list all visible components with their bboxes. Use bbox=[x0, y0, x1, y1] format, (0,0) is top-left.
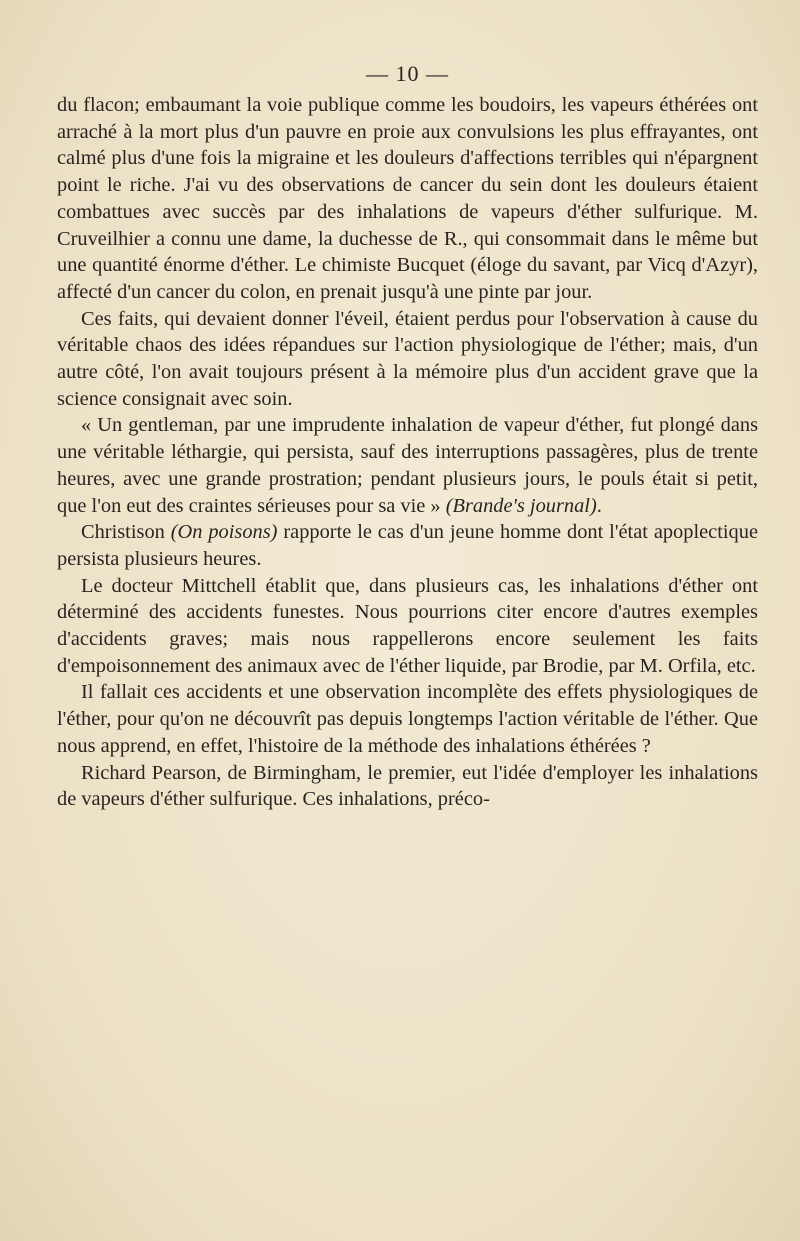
page-number: — 10 — bbox=[366, 61, 449, 86]
paragraph-text: Ces faits, qui devaient donner l'éveil, étaient perdus pour l'observation à cause du véritable chaos des idées répandues sur l'action physiologique de l'éther; mais, d'un autre côté, l'on avait toujours présent à la mémoire plus d'un accident grave que la science consignait avec soin. bbox=[57, 307, 758, 410]
paragraph-text: Le docteur Mittchell établit que, dans plusieurs cas, les inhalations d'éther ont déterminé des accidents funestes. Nous pourrions citer encore d'autres exemples d'accidents graves; mais nous rappellerons encore seulement les faits d'empoisonnement des animaux avec de l'éther liquide, par Brodie, par M. Orfila, etc. bbox=[57, 574, 758, 677]
paragraph bbox=[57, 519, 758, 572]
citation: (Brande's journal) bbox=[445, 494, 597, 517]
paragraph-text: « Un gentleman, par une imprudente inhalation de vapeur d'éther, fut plongé dans une véritable léthargie, qui persista, sauf des interruptions passagères, plus de trente heures, avec une grande prostration; pendant plusieurs jours, le pouls était si petit, que l'on eut des craintes sérieuses pour sa vie » bbox=[57, 414, 758, 517]
paragraph bbox=[57, 412, 758, 519]
page-body bbox=[57, 92, 758, 813]
paragraph-text: Il fallait ces accidents et une observation incomplète des effets physiologiques de l'éther, pour qu'on ne découvrît pas depuis longtemps l'action véritable de l'éther. Que nous apprend, en effet, l'histoire de la méthode des inhalations éthérées ? bbox=[57, 681, 758, 757]
paragraph bbox=[57, 679, 758, 759]
paragraph-text: du flacon; embaumant la voie publique comme les boudoirs, les vapeurs éthérées ont arraché à la mort plus d'un pauvre en proie aux convulsions les plus effrayantes, ont calmé plus d'une fois la migraine et les douleurs d'affections terribles qui n'épargnent point le riche. J'ai vu des observations de cancer du sein dont les douleurs étaient combattues avec succès par des inhalations de vapeurs d'éther sulfurique. M. Cruveilhier a connu une dame, la duchesse de R., qui consommait dans le même but une quantité énorme d'éther. Le chimiste Bucquet (éloge du savant, par Vicq d'Azyr), affecté d'un cancer du colon, en prenait jusqu'à une pinte par jour. bbox=[57, 94, 758, 303]
paragraph bbox=[57, 92, 758, 306]
paragraph-text: Richard Pearson, de Birmingham, le premier, eut l'idée d'employer les inhalations de vapeurs d'éther sulfurique. Ces inhalations, préco- bbox=[57, 761, 758, 811]
paragraph bbox=[57, 306, 758, 413]
paragraph-text: Christison bbox=[81, 521, 171, 544]
paragraph bbox=[57, 573, 758, 680]
paragraph bbox=[57, 760, 758, 813]
paragraph-text-end: rapporte le cas d'un jeune homme dont l'état apoplectique persista plusieurs heures. bbox=[57, 521, 758, 570]
paragraph-text-end: . bbox=[596, 494, 602, 517]
citation: (On poisons) bbox=[170, 521, 278, 544]
